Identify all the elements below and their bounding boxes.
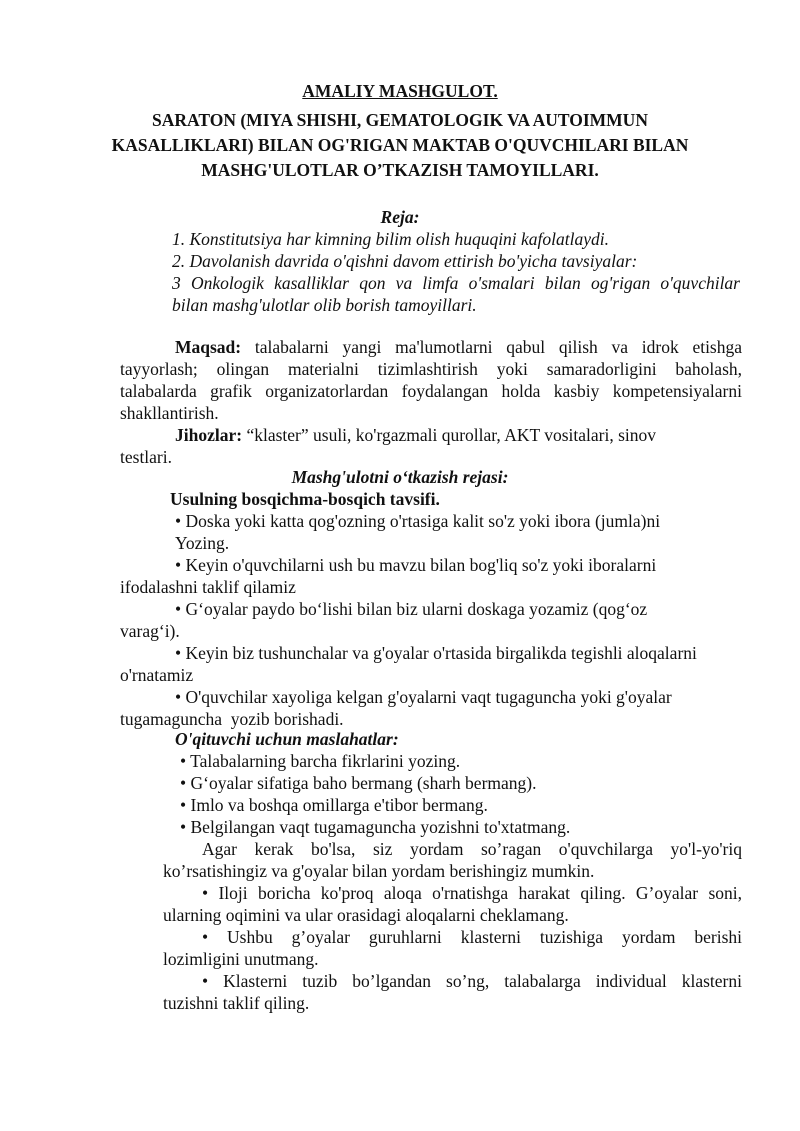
para-1-line-1: Agar kerak bo'lsa, siz yordam so’ragan o'quvchilarga yo'l-yo'riq xyxy=(202,839,742,859)
para-4-line-1: • Klasterni tuzib bo’lgandan so’ng, talabalarga individual klasterni xyxy=(202,971,742,991)
method-title: Usulning bosqichma-bosqich tavsifi. xyxy=(170,489,440,509)
reja-item-2: 2. Davolanish davrida o'qishni davom ettirish bo'yicha tavsiyalar: xyxy=(172,251,638,271)
step-2-line-1: • Keyin o'quvchilarni ush bu mavzu bilan bog'liq so'z yoki iboralarni xyxy=(175,555,657,575)
para-4-line-2: tuzishni taklif qiling. xyxy=(163,993,310,1013)
step-2-line-2: ifodalashni taklif qilamiz xyxy=(120,577,296,597)
jihozlar-label: Jihozlar: xyxy=(175,425,243,445)
tip-2: • G‘oyalar sifatiga baho bermang (sharh bermang). xyxy=(180,773,537,793)
tip-3: • Imlo va boshqa omillarga e'tibor bermang. xyxy=(180,795,488,815)
step-1-line-2: Yozing. xyxy=(175,533,230,553)
tip-4: • Belgilangan vaqt tugamaguncha yozishni to'xtatmang. xyxy=(180,817,571,837)
jihozlar-text: “klaster” usuli, ko'rgazmali qurollar, AKT vositalari, sinov xyxy=(246,425,657,445)
reja-item-3-cont: bilan mashg'ulotlar olib borish tamoyillari. xyxy=(172,295,477,315)
subtitle-line-1: SARATON (MIYA SHISHI, GEMATOLOGIK VA AUTOIMMUN xyxy=(152,110,648,130)
maqsad-text-1: talabalarni yangi ma'lumotlarni qabul qilish va idrok etishga xyxy=(254,337,743,357)
para-3-line-2: lozimligini unutmang. xyxy=(163,949,319,969)
jihozlar-line-1 xyxy=(175,424,656,446)
maqsad-line-1 xyxy=(175,336,742,358)
page-heading: AMALIY MASHGULOT. xyxy=(302,81,498,101)
reja-item-1: 1. Konstitutsiya har kimning bilim olish huquqini kafolatlaydi. xyxy=(172,229,610,249)
step-5-line-1: • O'quvchilar xayoliga kelgan g'oyalarni vaqt tugaguncha yoki g'oyalar xyxy=(175,687,672,707)
step-4-line-2: o'rnatamiz xyxy=(120,665,194,685)
step-1-line-1: • Doska yoki katta qog'ozning o'rtasiga kalit so'z yoki ibora (jumla)ni xyxy=(175,511,661,531)
subtitle-line-2: KASALLIKLARI) BILAN OG'RIGAN MAKTAB O'QUVCHILARI BILAN xyxy=(111,135,689,155)
maqsad-line-4: shakllantirish. xyxy=(120,403,219,423)
step-4-line-1: • Keyin biz tushunchalar va g'oyalar o'rtasida birgalikda tegishli aloqalarni xyxy=(175,643,697,663)
tip-1: • Talabalarning barcha fikrlarini yozing. xyxy=(180,751,461,771)
para-1-line-2: ko’rsatishingiz va g'oyalar bilan yordam berishingiz mumkin. xyxy=(163,861,595,881)
step-3-line-2: varag‘i). xyxy=(120,621,180,641)
maqsad-line-2: tayyorlash; olingan materialni tizimlashtirish yoki samaradorligini baholash, xyxy=(120,359,742,379)
step-5-line-2: tugamaguncha yozib borishadi. xyxy=(120,709,344,729)
reja-item-3: 3 Onkologik kasalliklar qon va limfa o'smalari bilan og'rigan o'quvchilar xyxy=(172,273,740,293)
maqsad-line-3: talabalarda grafik organizatorlardan foydalangan holda kasbiy kompetensiyalarni xyxy=(120,381,742,401)
reja-label: Reja: xyxy=(380,207,420,227)
tips-title: O'qituvchi uchun maslahatlar: xyxy=(175,729,399,749)
maqsad-label: Maqsad: xyxy=(175,337,242,357)
subtitle-line-3: MASHG'ULOTLAR O’TKAZISH TAMOYILLARI. xyxy=(201,160,599,180)
plan-title: Mashg'ulotni o‘tkazish rejasi: xyxy=(291,467,509,487)
jihozlar-line-2: testlari. xyxy=(120,447,172,467)
step-3-line-1: • G‘oyalar paydo bo‘lishi bilan biz ularni doskaga yozamiz (qog‘oz xyxy=(175,599,648,619)
para-2-line-1: • Iloji boricha ko'proq aloqa o'rnatishga harakat qiling. G’oyalar soni, xyxy=(202,883,742,903)
para-3-line-1: • Ushbu g’oyalar guruhlarni klasterni tuzishiga yordam berishi xyxy=(202,927,742,947)
para-2-line-2: ularning oqimini va ular orasidagi aloqalarni cheklamang. xyxy=(163,905,569,925)
